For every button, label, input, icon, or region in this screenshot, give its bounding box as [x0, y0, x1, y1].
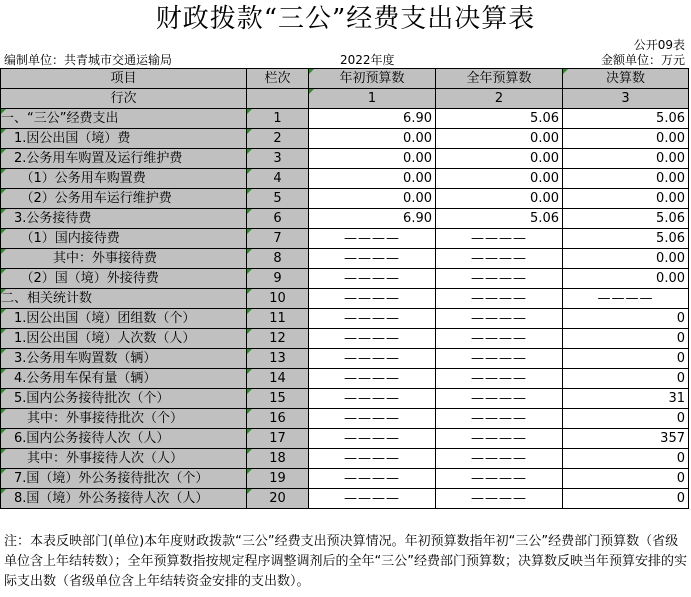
- row-item: 其中：外事接待批次（个）: [1, 409, 247, 429]
- row-seq: 3: [247, 149, 309, 169]
- table-code: 公开09表: [633, 38, 685, 52]
- row-final: 357: [563, 429, 689, 449]
- row-full-budget: ————: [436, 289, 563, 309]
- table-row: [1, 469, 689, 489]
- subheader-seq: [247, 89, 309, 109]
- row-seq: 17: [247, 429, 309, 449]
- header-final: 决算数: [563, 69, 689, 89]
- row-final: 0.00: [563, 249, 689, 269]
- row-final: 0: [563, 369, 689, 389]
- row-seq: 6: [247, 209, 309, 229]
- row-full-budget: ————: [436, 409, 563, 429]
- row-seq: 19: [247, 469, 309, 489]
- row-initial-budget: ————: [309, 369, 436, 389]
- table-row: [1, 389, 689, 409]
- header-initial-budget: 年初预算数: [309, 69, 436, 89]
- row-initial-budget: 6.90: [309, 209, 436, 229]
- row-seq: 4: [247, 169, 309, 189]
- row-full-budget: 5.06: [436, 209, 563, 229]
- row-initial-budget: ————: [309, 469, 436, 489]
- row-final: 0: [563, 469, 689, 489]
- row-full-budget: ————: [436, 309, 563, 329]
- row-initial-budget: ————: [309, 229, 436, 249]
- row-final: 0: [563, 349, 689, 369]
- unit-info: [0, 53, 691, 67]
- row-item: 7.国（境）外公务接待批次（个）: [1, 469, 247, 489]
- table-row: [1, 309, 689, 329]
- subheader-1: 1: [309, 89, 436, 109]
- row-item: 二、相关统计数: [1, 289, 247, 309]
- row-initial-budget: 6.90: [309, 109, 436, 129]
- row-initial-budget: ————: [309, 489, 436, 509]
- row-item: （1）公务用车购置费: [1, 169, 247, 189]
- row-initial-budget: 0.00: [309, 189, 436, 209]
- table-row: [1, 449, 689, 469]
- row-full-budget: ————: [436, 489, 563, 509]
- subheader-3: 3: [563, 89, 689, 109]
- row-full-budget: ————: [436, 449, 563, 469]
- row-initial-budget: ————: [309, 329, 436, 349]
- row-initial-budget: ————: [309, 449, 436, 469]
- row-final: 0.00: [563, 169, 689, 189]
- row-initial-budget: ————: [309, 289, 436, 309]
- header-item: 项目: [1, 69, 247, 89]
- row-initial-budget: ————: [309, 249, 436, 269]
- row-initial-budget: ————: [309, 389, 436, 409]
- row-full-budget: 0.00: [436, 189, 563, 209]
- row-full-budget: 0.00: [436, 129, 563, 149]
- row-full-budget: ————: [436, 469, 563, 489]
- row-final: 0: [563, 449, 689, 469]
- row-seq: 18: [247, 449, 309, 469]
- table-row: [1, 489, 689, 509]
- row-full-budget: 5.06: [436, 109, 563, 129]
- row-final: ————: [563, 289, 689, 309]
- table-row: [1, 189, 689, 209]
- row-seq: 10: [247, 289, 309, 309]
- row-initial-budget: ————: [309, 429, 436, 449]
- row-item: 4.公务用车保有量（辆）: [1, 369, 247, 389]
- row-final: 0.00: [563, 149, 689, 169]
- row-seq: 7: [247, 229, 309, 249]
- year-label: 2022年度: [340, 53, 395, 67]
- row-item: （1）国内接待费: [1, 229, 247, 249]
- row-initial-budget: ————: [309, 269, 436, 289]
- row-seq: 2: [247, 129, 309, 149]
- row-final: 0: [563, 309, 689, 329]
- table-row: [1, 349, 689, 369]
- row-seq: 8: [247, 249, 309, 269]
- row-final: 5.06: [563, 109, 689, 129]
- row-final: 0.00: [563, 129, 689, 149]
- header-seq: 栏次: [247, 69, 309, 89]
- table-row: [1, 209, 689, 229]
- expense-table: [0, 68, 689, 509]
- row-final: 0.00: [563, 189, 689, 209]
- subheader-row: [1, 89, 689, 109]
- table-row: [1, 109, 689, 129]
- footnote: 注：本表反映部门(单位)本年度财政拨款“三公”经费支出预决算情况。年初预算数指年初“三公”经费部门预算数（省级单位含上年结转数）；全年预算数指按规定程序调整调剂后的全年“三公”经费部门预算数；决算数反映当年预算安排的实际支出数（省级单位含上年结转资金安排的支出数）。: [4, 534, 687, 589]
- row-full-budget: ————: [436, 389, 563, 409]
- table-row: [1, 229, 689, 249]
- row-full-budget: 0.00: [436, 149, 563, 169]
- org-label: 编制单位：共青城市交通运输局: [4, 53, 173, 67]
- row-final: 5.06: [563, 229, 689, 249]
- row-item: 1.因公出国（境）人次数（人）: [1, 329, 247, 349]
- row-seq: 1: [247, 109, 309, 129]
- table-row: [1, 369, 689, 389]
- row-initial-budget: ————: [309, 409, 436, 429]
- row-initial-budget: ————: [309, 349, 436, 369]
- row-final: 0.00: [563, 269, 689, 289]
- header-full-budget: 全年预算数: [436, 69, 563, 89]
- row-final: 0: [563, 329, 689, 349]
- row-final: 0: [563, 409, 689, 429]
- row-final: 5.06: [563, 209, 689, 229]
- row-final: 31: [563, 389, 689, 409]
- row-item: 一、“三公”经费支出: [1, 109, 247, 129]
- table-row: [1, 169, 689, 189]
- row-seq: 16: [247, 409, 309, 429]
- row-full-budget: ————: [436, 349, 563, 369]
- row-item: 1.因公出国（境）费: [1, 129, 247, 149]
- table-row: [1, 269, 689, 289]
- row-seq: 20: [247, 489, 309, 509]
- row-seq: 13: [247, 349, 309, 369]
- row-seq: 15: [247, 389, 309, 409]
- row-initial-budget: 0.00: [309, 169, 436, 189]
- row-item: 1.因公出国（境）团组数（个）: [1, 309, 247, 329]
- row-initial-budget: ————: [309, 309, 436, 329]
- row-final: 0: [563, 489, 689, 509]
- row-full-budget: ————: [436, 249, 563, 269]
- row-seq: 9: [247, 269, 309, 289]
- row-full-budget: ————: [436, 329, 563, 349]
- row-initial-budget: 0.00: [309, 149, 436, 169]
- currency-label: 金额单位：万元: [600, 53, 685, 67]
- table-row: [1, 249, 689, 269]
- row-seq: 5: [247, 189, 309, 209]
- row-full-budget: ————: [436, 229, 563, 249]
- subheader-item: 行次: [1, 89, 247, 109]
- row-full-budget: ————: [436, 269, 563, 289]
- table-row: [1, 409, 689, 429]
- table-row: [1, 289, 689, 309]
- row-full-budget: 0.00: [436, 169, 563, 189]
- page-title: 财政拨款“三公”经费支出决算表: [155, 4, 536, 34]
- row-initial-budget: 0.00: [309, 129, 436, 149]
- table-row: [1, 329, 689, 349]
- row-item: （2）国（境）外接待费: [1, 269, 247, 289]
- row-full-budget: ————: [436, 369, 563, 389]
- subheader-2: 2: [436, 89, 563, 109]
- table-row: [1, 149, 689, 169]
- row-item: 2.公务用车购置及运行维护费: [1, 149, 247, 169]
- row-item: 其中：外事接待费: [1, 249, 247, 269]
- row-item: 5.国内公务接待批次（个）: [1, 389, 247, 409]
- table-row: [1, 429, 689, 449]
- row-item: 3.公务用车购置数（辆）: [1, 349, 247, 369]
- row-seq: 11: [247, 309, 309, 329]
- row-seq: 12: [247, 329, 309, 349]
- row-item: 其中：外事接待人次（人）: [1, 449, 247, 469]
- row-item: 6.国内公务接待人次（人）: [1, 429, 247, 449]
- row-item: （2）公务用车运行维护费: [1, 189, 247, 209]
- table-row: [1, 129, 689, 149]
- row-seq: 14: [247, 369, 309, 389]
- row-item: 8.国（境）外公务接待人次（人）: [1, 489, 247, 509]
- row-full-budget: ————: [436, 429, 563, 449]
- header-row: [1, 69, 689, 89]
- row-item: 3.公务接待费: [1, 209, 247, 229]
